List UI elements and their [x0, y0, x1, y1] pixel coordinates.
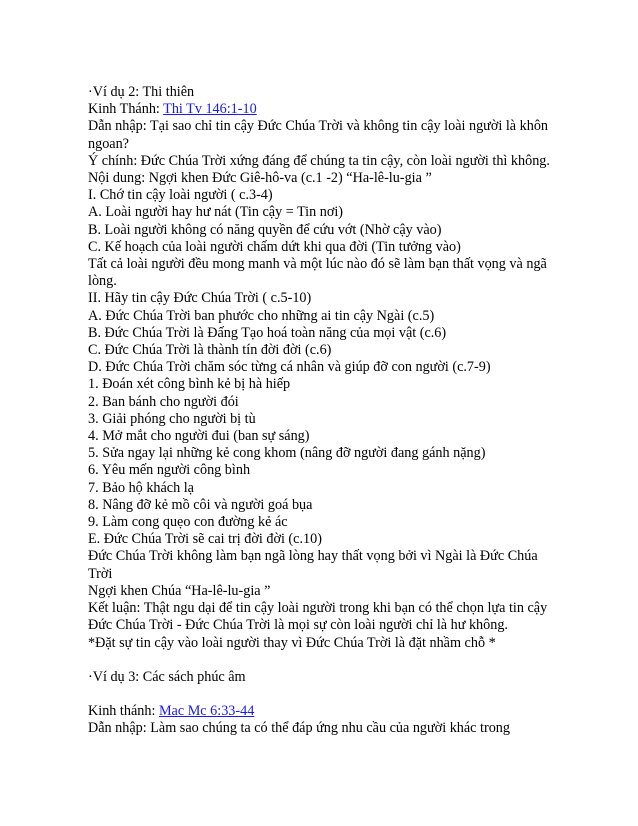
section-1-summary: Tất cả loài người đều mong manh và một lúc nào đó sẽ làm bạn thất vọng và ngã lòng. [88, 256, 547, 290]
scripture-link-mark-6[interactable]: Mac Mc 6:33-44 [158, 702, 255, 719]
document-page [88, 84, 558, 737]
conclusion: Kết luận: Thật ngu dại để tin cậy loài người trong khi bạn có thể chọn lựa tin cậy Đức Chúa Trời - Đức Chúa Trời là mọi sự còn loài người chỉ là hư không. [88, 600, 548, 634]
example-3-scripture [88, 703, 558, 720]
numbered-item-4: 4. Mở mắt cho người đui (ban sự sáng) [88, 428, 310, 445]
example-3-heading: ·Ví dụ 3: Các sách phúc âm [88, 668, 246, 685]
numbered-item-8: 8. Nâng đỡ kẻ mồ côi và người goá bụa [88, 496, 313, 513]
scripture-label: Kinh Thánh: [88, 101, 164, 118]
example-2-main-idea: Ý chính: Đức Chúa Trời xứng đáng để chúng ta tin cậy, còn loài người thì không. [88, 152, 550, 169]
section-2-point-d: D. Đức Chúa Trời chăm sóc từng cá nhân và giúp đỡ con người (c.7-9) [88, 359, 491, 376]
example-2-content: Nội dung: Ngợi khen Đức Giê-hô-va (c.1 -2) “Ha-lê-lu-gia ” [88, 170, 432, 187]
section-2-point-b: B. Đức Chúa Trời là Đấng Tạo hoá toàn năng của mọi vật (c.6) [88, 324, 447, 341]
praise-line: Ngợi khen Chúa “Ha-lê-lu-gia ” [88, 582, 271, 599]
section-1-point-b: B. Loài người không có năng quyền để cứu vớt (Nhờ cậy vào) [88, 221, 442, 238]
example-2-heading: ·Ví dụ 2: Thi thiên [88, 84, 195, 100]
section-2-point-e: E. Đức Chúa Trời sẽ cai trị đời đời (c.10) [88, 531, 322, 548]
section-2-point-c: C. Đức Chúa Trời là thành tín đời đời (c.6) [88, 342, 332, 359]
warning-note: *Đặt sự tin cậy vào loài người thay vì Đức Chúa Trời là đặt nhầm chỗ * [88, 634, 496, 651]
numbered-item-5: 5. Sửa ngay lại những kẻ cong khom (nâng đỡ người đang gánh nặng) [88, 445, 486, 462]
numbered-item-2: 2. Ban bánh cho người đói [88, 393, 239, 410]
section-1-point-c: C. Kế hoạch của loài người chấm dứt khi qua đời (Tin tưởng vào) [88, 238, 461, 255]
scripture-label: Kinh thánh: [88, 702, 159, 719]
example-2-scripture [88, 101, 558, 118]
section-2-title: II. Hãy tin cậy Đức Chúa Trời ( c.5-10) [88, 290, 312, 307]
numbered-item-9: 9. Làm cong quẹo con đường kẻ ác [88, 514, 288, 531]
numbered-item-1: 1. Đoán xét công bình kẻ bị hà hiếp [88, 376, 291, 393]
example-2-intro: Dẫn nhập: Tại sao chỉ tin cậy Đức Chúa Trời và không tin cậy loài người là khôn ngoan? [88, 118, 549, 152]
section-2-summary: Đức Chúa Trời không làm bạn ngã lòng hay thất vọng bởi vì Ngài là Đức Chúa Trời [88, 548, 538, 582]
numbered-item-6: 6. Yêu mến người công bình [88, 462, 251, 479]
example-3-intro: Dẫn nhập: Làm sao chúng ta có thể đáp ứng nhu cầu của người khác trong [88, 720, 510, 737]
numbered-item-3: 3. Giải phóng cho người bị tù [88, 410, 256, 427]
scripture-link-psalm-146[interactable]: Thi Tv 146:1-10 [163, 101, 257, 118]
section-1-point-a: A. Loài người hay hư nát (Tin cậy = Tin nơi) [88, 204, 344, 221]
section-2-point-a: A. Đức Chúa Trời ban phước cho những ai tin cậy Ngài (c.5) [88, 307, 435, 324]
section-1-title: I. Chớ tin cậy loài người ( c.3-4) [88, 187, 273, 204]
numbered-item-7: 7. Bảo hộ khách lạ [88, 479, 194, 496]
